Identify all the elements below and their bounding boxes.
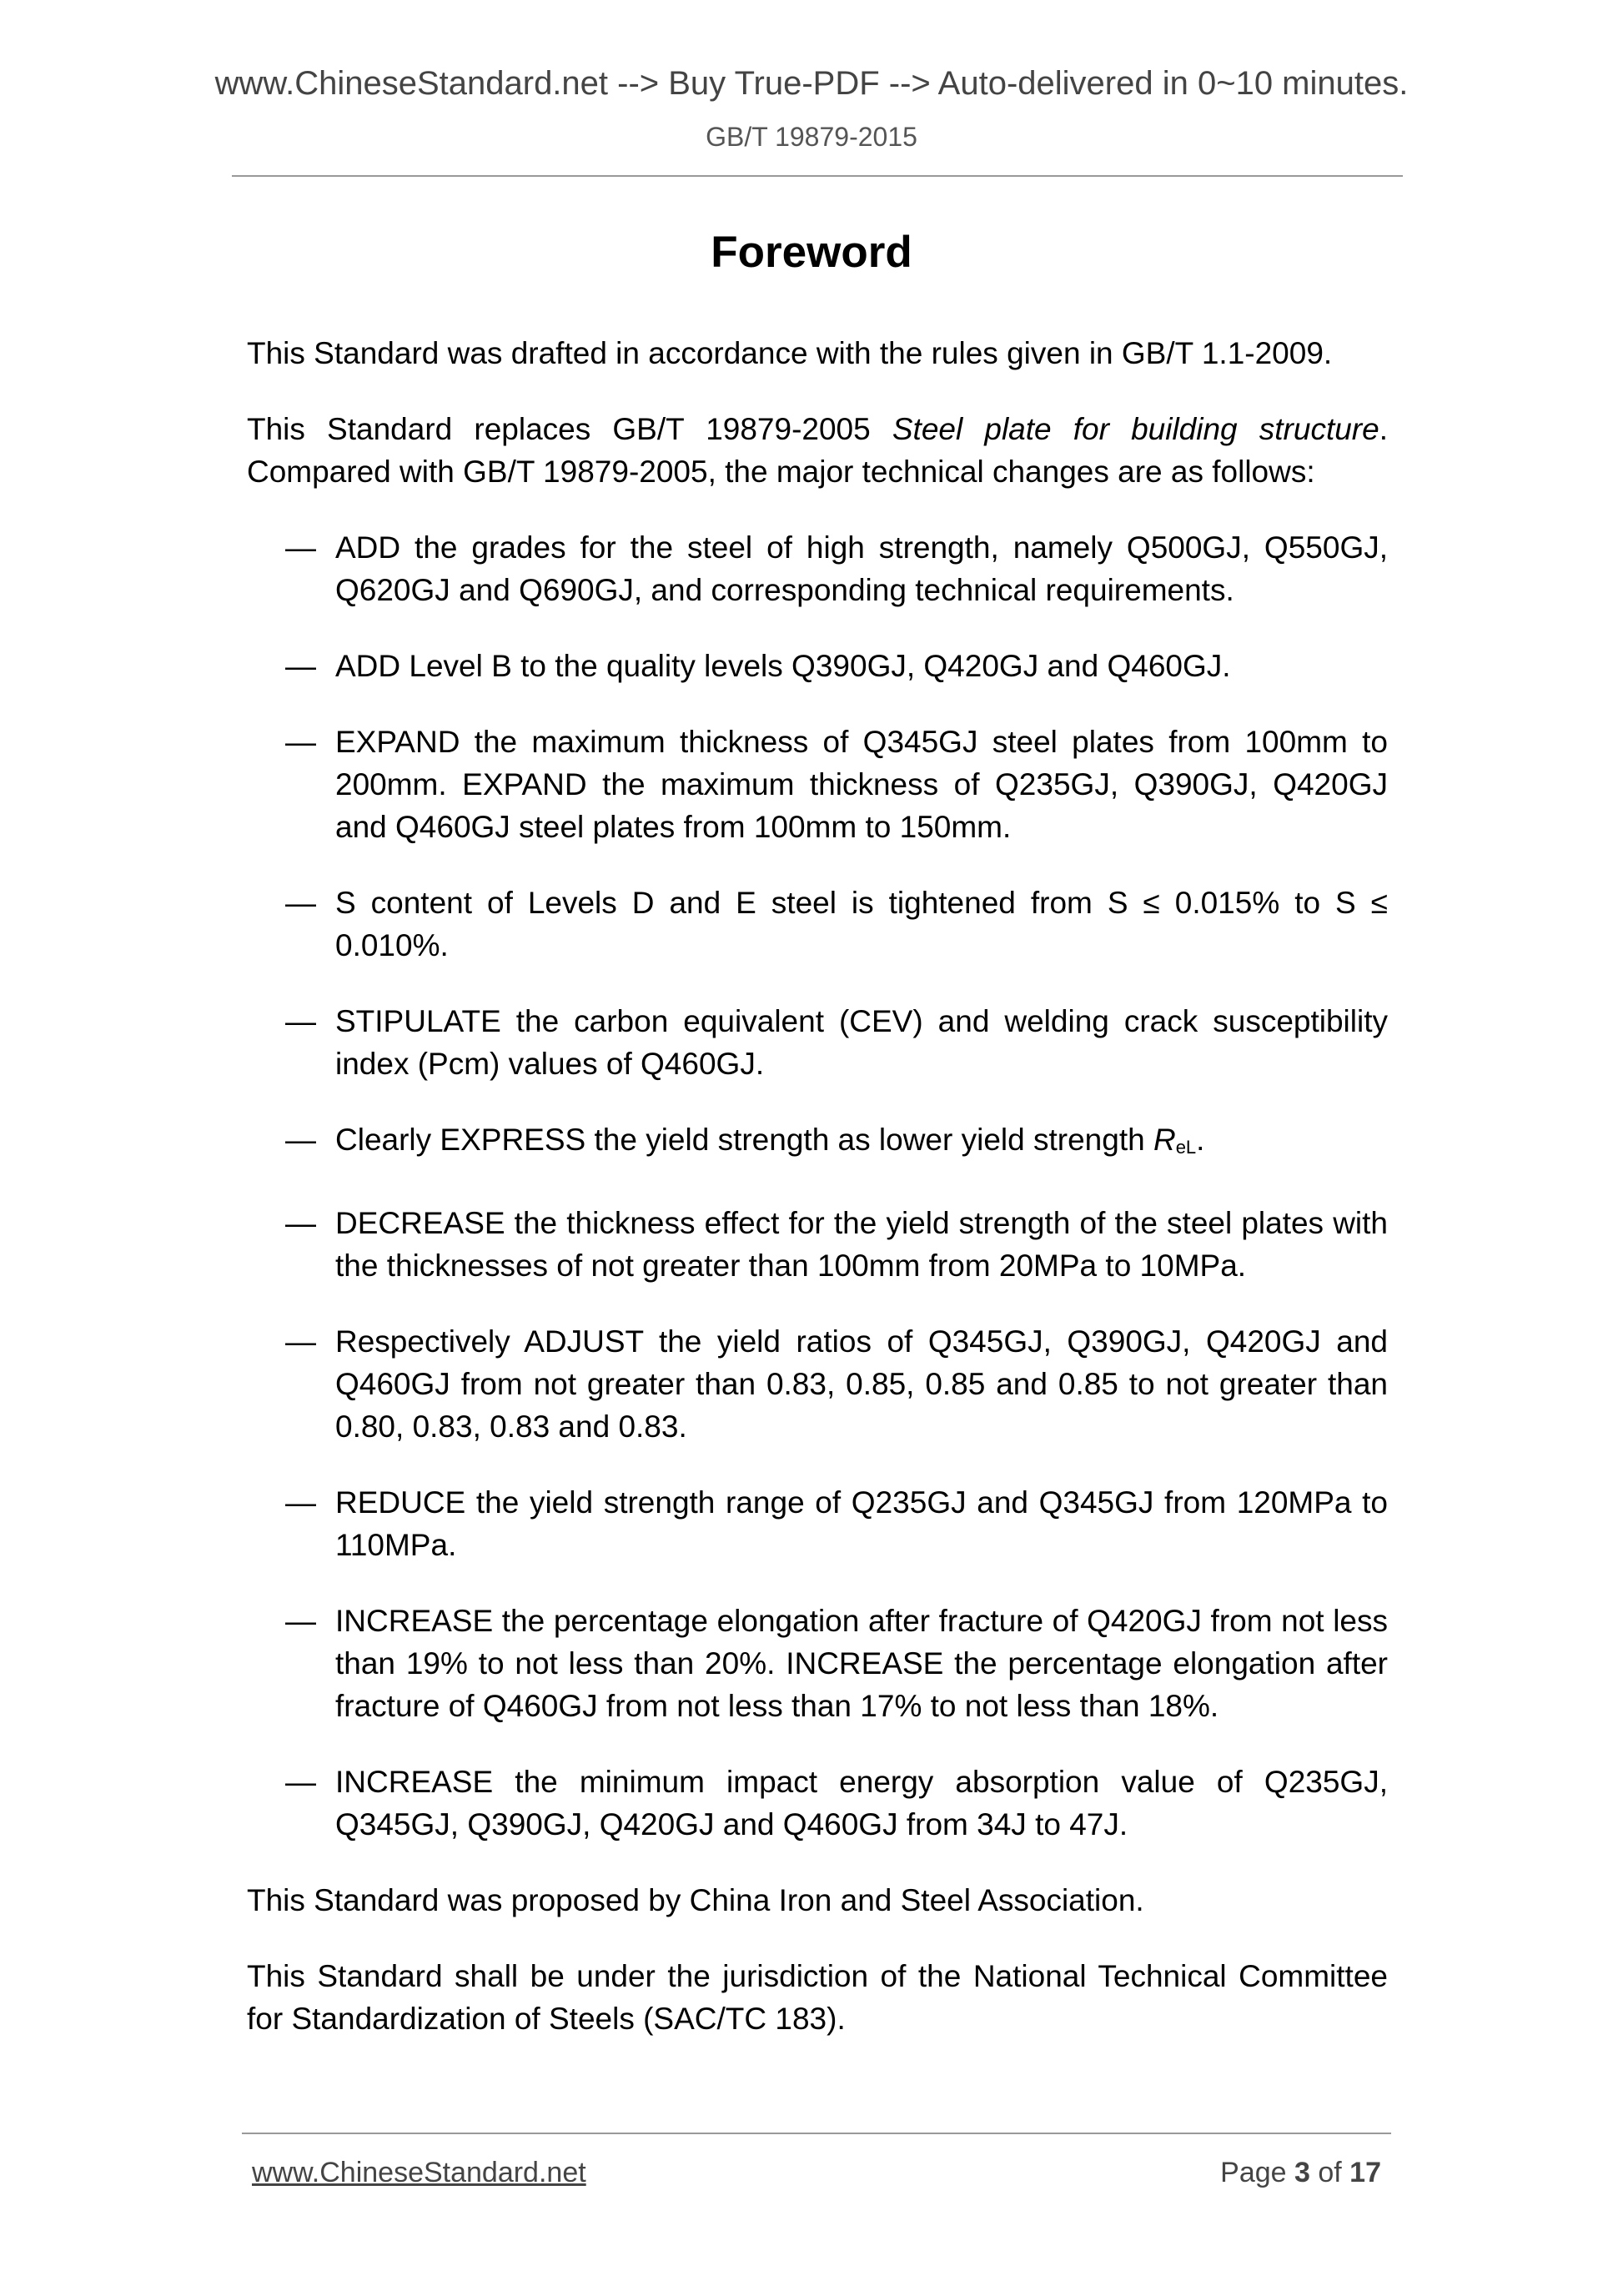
list-item <box>247 1761 1388 1846</box>
paragraph: This Standard shall be under the jurisdiction of the National Technical Committee for Standardization of Steels (SAC/TC 183). <box>247 1959 1388 2036</box>
footer-divider <box>242 2133 1391 2134</box>
list-item <box>247 645 1388 687</box>
document-id: GB/T 19879-2015 <box>706 122 917 152</box>
item-text <box>335 1202 1388 1287</box>
dash-bullet: — <box>285 725 316 759</box>
page-title: Foreword <box>711 228 912 277</box>
document-body <box>247 332 1388 2073</box>
standard-title: Steel plate for building structure <box>892 412 1379 446</box>
item-text <box>335 526 1388 611</box>
dash-bullet: — <box>285 1765 316 1799</box>
text: INCREASE the minimum impact energy absorption value of Q235GJ, Q345GJ, Q390GJ, Q420GJ and Q460GJ from 34J to 47J. <box>335 1765 1388 1841</box>
list-item <box>247 1320 1388 1448</box>
item-text <box>335 721 1388 848</box>
text: Respectively ADJUST the yield ratios of Q345GJ, Q390GJ, Q420GJ and Q460GJ from not greater than 0.83, 0.85, 0.85 and 0.85 to not greater than 0.80, 0.83, 0.83 and 0.83. <box>335 1324 1388 1444</box>
dash-bullet: — <box>285 1604 316 1638</box>
text: Page <box>1220 2157 1294 2188</box>
text: . <box>1196 1123 1205 1157</box>
text: This Standard replaces GB/T 19879-2005 <box>247 412 892 446</box>
text: EXPAND the maximum thickness of Q345GJ steel plates from 100mm to 200mm. EXPAND the maximum thickness of Q235GJ, Q390GJ, Q420GJ and Q460GJ steel plates from 100mm to 150mm. <box>335 725 1388 844</box>
dash-bullet: — <box>285 1004 316 1038</box>
dash-bullet: — <box>285 1206 316 1240</box>
text: STIPULATE the carbon equivalent (CEV) and welding crack susceptibility index (Pcm) values of Q460GJ. <box>335 1004 1388 1081</box>
text: . Compared with GB/T 19879-2005, the major technical changes are as follows: <box>247 412 1388 489</box>
dash-bullet: — <box>285 649 316 683</box>
symbol: R <box>1153 1123 1176 1157</box>
dash-bullet: — <box>285 886 316 920</box>
dash-bullet: — <box>285 1123 316 1157</box>
list-item <box>247 1600 1388 1727</box>
list-item <box>247 1202 1388 1287</box>
list-item <box>247 1481 1388 1566</box>
page-number <box>1220 2157 1381 2189</box>
paragraph: This Standard was drafted in accordance with the rules given in GB/T 1.1-2009. <box>247 336 1333 370</box>
item-text <box>335 882 1388 967</box>
text: REDUCE the yield strength range of Q235GJ and Q345GJ from 120MPa to 110MPa. <box>335 1485 1388 1562</box>
dash-bullet: — <box>285 1485 316 1520</box>
changes-list <box>247 526 1388 1846</box>
text: DECREASE the thickness effect for the yield strength of the steel plates with the thicknesses of not greater than 100mm from 20MPa to 10MPa. <box>335 1206 1388 1283</box>
dash-bullet: — <box>285 530 316 565</box>
total-pages: 17 <box>1349 2157 1381 2188</box>
current-page: 3 <box>1294 2157 1310 2188</box>
item-text <box>335 1481 1388 1566</box>
list-item <box>247 1000 1388 1085</box>
text: of <box>1309 2157 1350 2188</box>
footer-link[interactable]: www.ChineseStandard.net <box>252 2157 586 2188</box>
list-item <box>247 721 1388 848</box>
item-text <box>335 1600 1388 1727</box>
header-divider <box>232 175 1403 177</box>
list-item <box>247 1118 1388 1168</box>
dash-bullet: — <box>285 1324 316 1359</box>
text: S content of Levels D and E steel is tightened from S ≤ 0.015% to S ≤ 0.010%. <box>335 886 1388 962</box>
paragraph: This Standard was proposed by China Iron and Steel Association. <box>247 1883 1144 1917</box>
item-text <box>335 645 1388 687</box>
item-text <box>335 1118 1388 1168</box>
symbol-subscript: eL <box>1175 1137 1197 1158</box>
header-banner: www.ChineseStandard.net --> Buy True-PDF --> Auto-delivered in 0~10 minutes. <box>214 65 1409 102</box>
item-text <box>335 1761 1388 1846</box>
paragraph <box>247 408 1388 493</box>
text: ADD the grades for the steel of high strength, namely Q500GJ, Q550GJ, Q620GJ and Q690GJ, and corresponding technical requirements. <box>335 530 1388 607</box>
text: Clearly EXPRESS the yield strength as lower yield strength <box>335 1123 1153 1157</box>
item-text <box>335 1320 1388 1448</box>
text: ADD Level B to the quality levels Q390GJ, Q420GJ and Q460GJ. <box>335 649 1231 683</box>
list-item <box>247 526 1388 611</box>
item-text <box>335 1000 1388 1085</box>
list-item <box>247 882 1388 967</box>
text: INCREASE the percentage elongation after fracture of Q420GJ from not less than 19% to not less than 20%. INCREASE the percentage elongation after fracture of Q460GJ from not less than 17% to not less than 18%. <box>335 1604 1388 1723</box>
